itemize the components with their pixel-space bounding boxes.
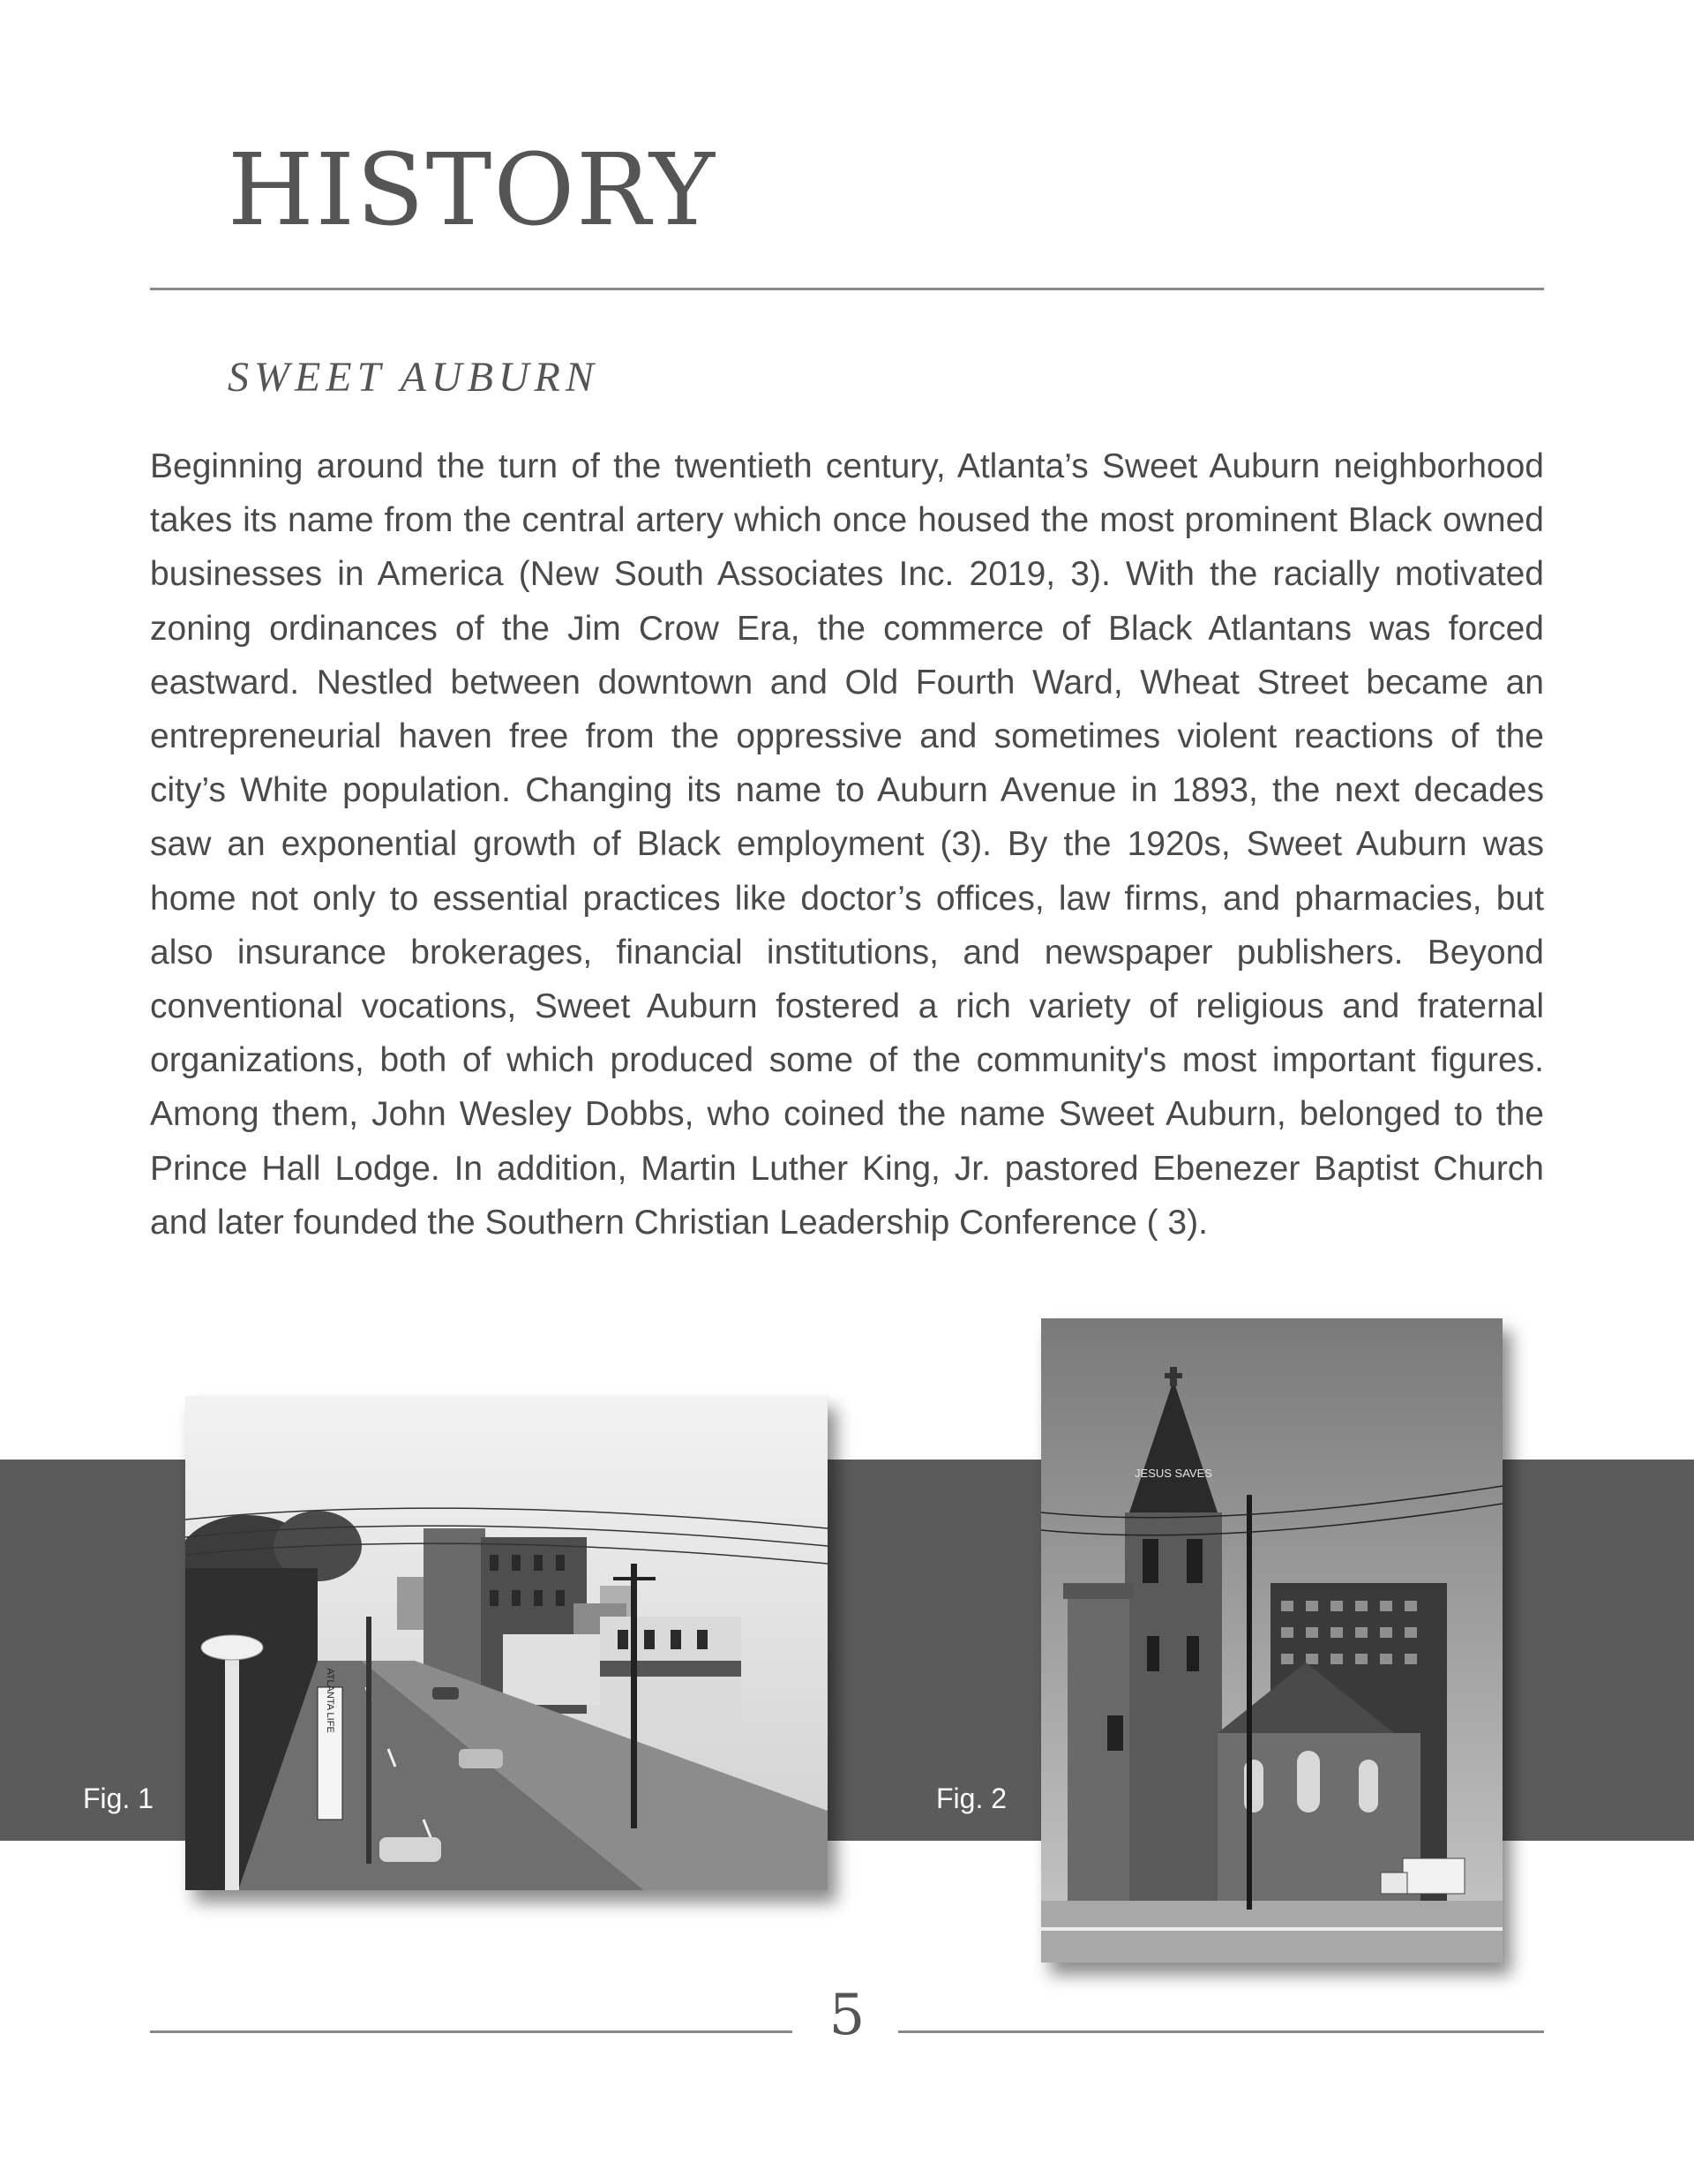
page-title: HISTORY xyxy=(228,133,716,248)
church-illustration xyxy=(1041,1318,1503,1963)
body-paragraph: Beginning around the turn of the twentieth century, Atlanta’s Sweet Auburn neighborhood takes its name from the central artery which once housed the most prominent Black owned businesses in America (New South Associates Inc. 2019, 3). With the racially motivated zoning ordinances of the Jim Crow Era, the commerce of Black Atlantans was forced eastward. Nestled between downtown and Old Fourth Ward, Wheat Street became an entrepreneurial haven free from the oppressive and sometimes violent reactions of the city’s White population. Changing its name to Auburn Avenue in 1893, the next decades saw an exponential growth of Black employment (3). By the 1920s, Sweet Auburn was home not only to essential practices like doctor’s offices, law firms, and pharmacies, but also insurance brokerages, financial institutions, and newspaper publishers. Beyond conventional vocations, Sweet Auburn fostered a rich variety of religious and fraternal organizations, both of which produced some of the community's most important figures. Among them, John Wesley Dobbs, who coined the name Sweet Auburn, belonged to the Prince Hall Lodge. In addition, Martin Luther King, Jr. pastored Ebenezer Baptist Church and later founded the Southern Christian Leadership Conference ( 3). xyxy=(150,447,1544,1242)
page-number: 5 xyxy=(828,1983,866,2048)
figure-2-photo xyxy=(1041,1318,1503,1963)
footer-rule-right xyxy=(898,2030,1544,2033)
atlanta-life-sign: ATLANTA LIFE xyxy=(325,1668,335,1733)
footer-rule-left xyxy=(150,2030,792,2033)
section-heading: SWEET AUBURN xyxy=(228,354,599,401)
figure-1-photo xyxy=(185,1396,828,1890)
jesus-saves-sign: JESUS SAVES xyxy=(1135,1467,1212,1480)
street-scene-illustration xyxy=(185,1396,828,1890)
figure-1-label: Fig. 1 xyxy=(83,1782,154,1814)
figure-2-label: Fig. 2 xyxy=(936,1782,1008,1814)
title-divider xyxy=(150,288,1544,290)
